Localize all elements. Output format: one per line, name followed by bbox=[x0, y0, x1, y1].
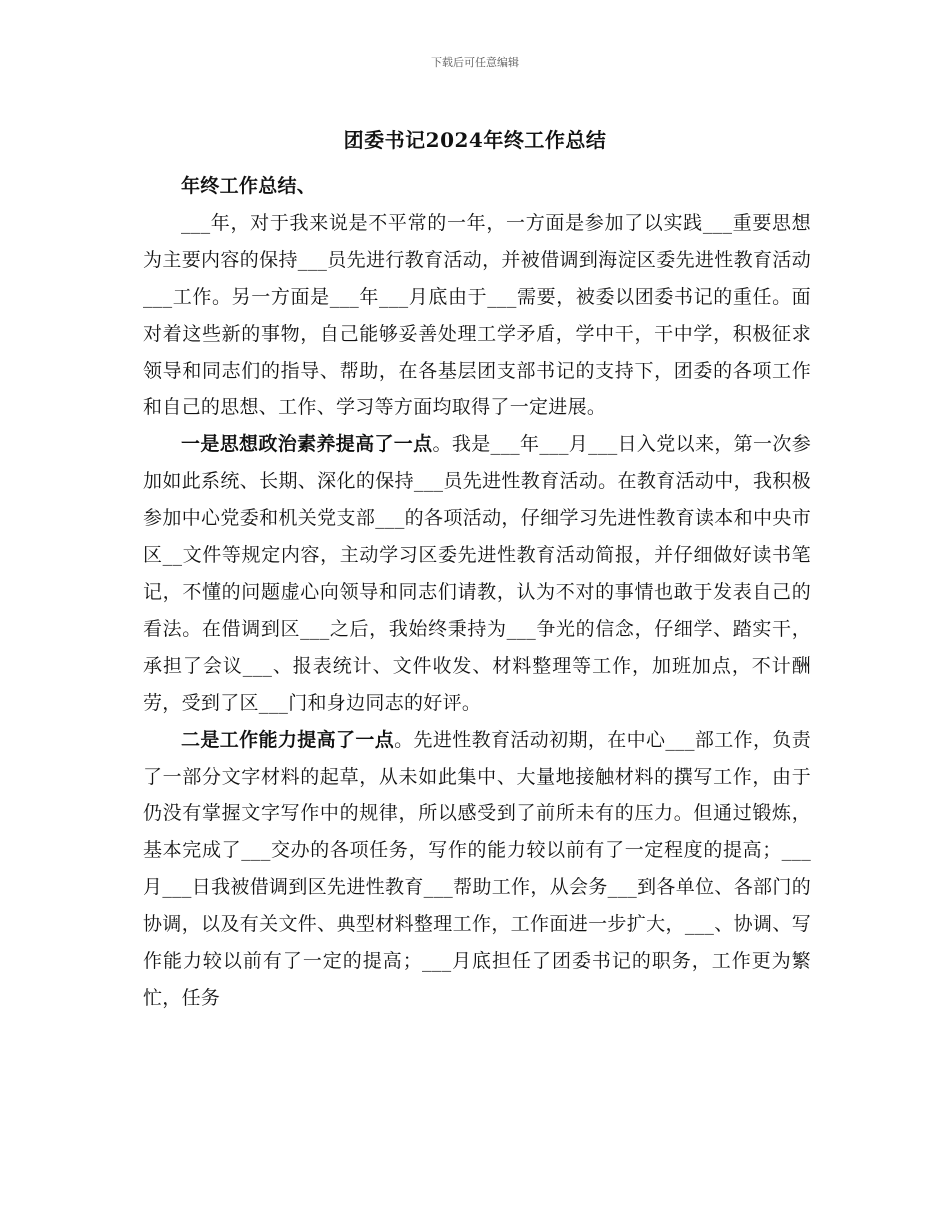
document-body bbox=[143, 168, 811, 1017]
paragraph-text: 。我是___年___月___日入党以来，第一次参加如此系统、长期、深化的保持___员先进性教育活动。在教育活动中，我积极参加中心党委和机关党支部___的各项活动，仔细学习先进性教育读本和中央市区__文件等规定内容，主动学习区委先进性教育活动简报，并仔细做好读书笔记，不懂的问题虚心向领导和同志们请教，认为不对的事情也敢于发表自己的看法。在借调到区___之后，我始终秉持为___争光的信念，仔细学、踏实干，承担了会议___、报表统计、文件收发、材料整理等工作，加班加点，不计酬劳，受到了区___门和身边同志的好评。 bbox=[143, 433, 812, 714]
paragraph-text: ___年，对于我来说是不平常的一年，一方面是参加了以实践___重要思想为主要内容的保持___员先进行教育活动，并被借调到海淀区委先进性教育活动___工作。另一方面是___年___月底由于___需要，被委以团委书记的重任。面对着这些新的事物，自己能够妥善处理工学矛盾，学中干，干中学，积极征求领导和同志们的指导、帮助，在各基层团支部书记的支持下，团委的各项工作和自己的思想、工作、学习等方面均取得了一定进展。 bbox=[143, 211, 811, 419]
paragraph-lead: 一是思想政治素养提高了一点 bbox=[181, 433, 433, 456]
paragraph-political bbox=[143, 426, 811, 721]
paragraph-text: 。先进性教育活动初期，在中心___部工作，负责了一部分文字材料的起草，从未如此集中、大量地接触材料的撰写工作，由于仍没有掌握文字写作中的规律，所以感受到了前所未有的压力。但通过锻炼，基本完成了___交办的各项任务，写作的能力较以前有了一定程度的提高；___月___日我被借调到区先进性教育___帮助工作，从会务___到各单位、各部门的协调，以及有关文件、典型材料整理工作，工作面进一步扩大，___、协调、写作能力较以前有了一定的提高；___月底担任了团委书记的职务，工作更为繁忙，任务 bbox=[143, 728, 811, 1009]
document-title: 团委书记2024年终工作总结 bbox=[343, 128, 607, 152]
paragraph-ability bbox=[143, 722, 811, 1017]
section-heading: 年终工作总结、 bbox=[181, 175, 317, 197]
header-note: 下载后可任意编辑 bbox=[431, 56, 519, 69]
paragraph-intro bbox=[143, 205, 811, 426]
paragraph-lead: 二是工作能力提高了一点 bbox=[181, 728, 395, 751]
